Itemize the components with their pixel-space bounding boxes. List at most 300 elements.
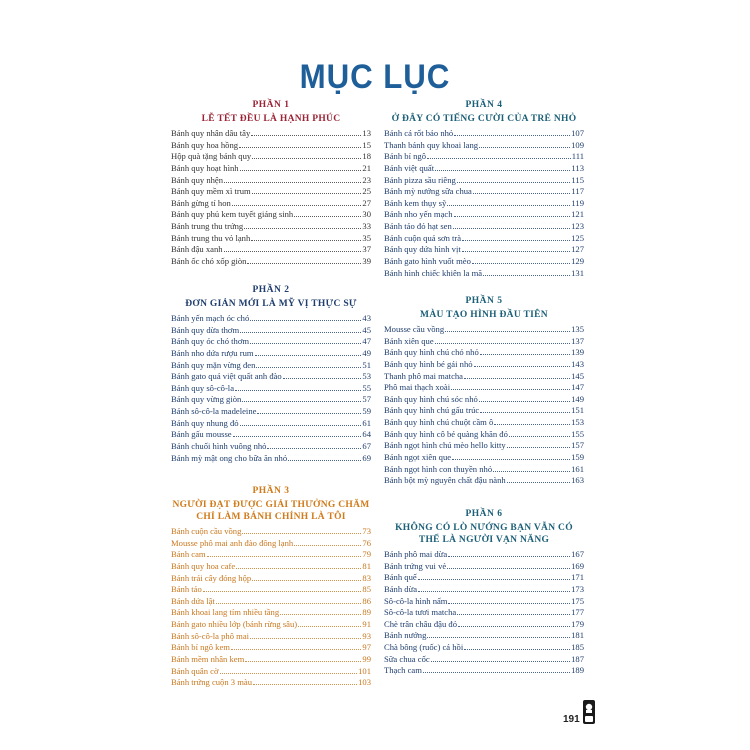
toc-entry: [171, 573, 371, 585]
toc-entry: [171, 221, 371, 233]
entry-page-number: 129: [571, 256, 584, 267]
section-part-3: [171, 486, 371, 689]
entry-page-number: 131: [571, 267, 584, 278]
entry-page-number: 79: [362, 549, 371, 560]
dot-leader: [453, 221, 570, 229]
entry-page-number: 57: [362, 394, 371, 405]
entry-page-number: 30: [362, 209, 371, 220]
dot-leader: [445, 324, 570, 332]
toc-entry: [171, 151, 371, 163]
dot-leader: [245, 654, 361, 662]
entry-page-number: 137: [571, 335, 584, 346]
toc-entry: [171, 526, 371, 538]
entry-page-number: 145: [571, 370, 584, 381]
section-title: KHÔNG CÓ LÒ NƯỚNG BẠN VẪN CÓ THỂ LÀ NGƯỜI VẠN NĂNG: [395, 523, 573, 545]
entry-title: Bánh cuộn cầu vồng: [171, 526, 242, 536]
toc-entry: [384, 464, 584, 476]
entry-page-number: 135: [571, 324, 584, 334]
toc-entry: [384, 359, 584, 371]
dot-leader: [454, 128, 570, 136]
entry-page-number: 83: [362, 572, 371, 583]
section-number: PHẦN 5: [465, 296, 503, 306]
entry-page-number: 49: [362, 347, 371, 358]
entry-page-number: 18: [362, 151, 371, 162]
entry-page-number: 151: [571, 405, 584, 416]
toc-entry: [384, 140, 584, 152]
section-title: NGƯỜI ĐẠT ĐƯỢC GIẢI THƯỞNG CHĂM CHỈ LÀM BÁNH CHÍNH LÀ TÔI: [172, 500, 370, 522]
entry-title: Bánh dừa: [384, 583, 418, 594]
toc-entry: [384, 151, 584, 163]
entry-title: Bánh quy hoa hồng: [171, 139, 239, 150]
dot-leader: [203, 584, 362, 592]
toc-entry: [171, 233, 371, 245]
dot-leader: [479, 394, 570, 402]
dot-leader: [288, 453, 361, 461]
dot-leader: [233, 429, 362, 437]
dot-leader: [207, 549, 362, 557]
entry-page-number: 25: [362, 186, 371, 197]
entry-title: Bánh ngọt xiên que: [384, 452, 452, 463]
toc-entry: [384, 654, 584, 666]
toc-entry: [384, 572, 584, 584]
entry-title: Thanh phô mai matcha: [384, 370, 463, 381]
entry-title: Bánh quy phủ kem tuyết giáng sinh: [171, 209, 294, 220]
entry-page-number: 67: [362, 441, 371, 452]
dot-leader: [235, 383, 361, 391]
entry-page-number: 115: [571, 174, 584, 185]
toc-entry: [384, 475, 584, 487]
entry-title: Bánh quy vừng giòn: [171, 394, 242, 405]
dot-leader: [473, 186, 571, 194]
dot-leader: [493, 464, 570, 472]
toc-entry: [384, 163, 584, 175]
entry-title: Thạch cam: [384, 665, 422, 676]
entry-title: Bánh sô-cô-la phô mai: [171, 630, 250, 641]
entry-page-number: 47: [362, 336, 371, 347]
entry-page-number: 125: [571, 232, 584, 243]
dot-leader: [457, 607, 570, 615]
dot-leader: [251, 128, 361, 136]
entry-title: Mousse phô mai anh đào đông lạnh: [171, 537, 294, 548]
dot-leader: [298, 619, 361, 627]
toc-entry: [171, 654, 371, 666]
entry-page-number: 89: [362, 607, 371, 618]
toc-entry: [384, 186, 584, 198]
entry-title: Bánh khoai lang tím nhiều tầng: [171, 607, 280, 618]
dot-leader: [250, 336, 361, 344]
entry-page-number: 81: [362, 560, 371, 571]
entry-page-number: 177: [571, 607, 584, 618]
entry-list: [384, 128, 584, 279]
dot-leader: [251, 233, 361, 241]
toc-entry: [384, 233, 584, 245]
dot-leader: [224, 244, 362, 252]
toc-entry: [384, 630, 584, 642]
entry-page-number: 55: [362, 382, 371, 393]
toc-entry: [171, 371, 371, 383]
toc-entry: [171, 313, 371, 325]
entry-title: Bánh quy óc chó thơm: [171, 336, 250, 347]
entry-page-number: 149: [571, 393, 584, 404]
toc-entry: [171, 642, 371, 654]
entry-title: Bánh kem thụy sỹ: [384, 197, 447, 208]
dot-leader: [480, 405, 570, 413]
entry-page-number: 27: [362, 197, 371, 208]
entry-title: Bánh táo: [171, 584, 202, 595]
entry-page-number: 113: [571, 162, 584, 173]
entry-title: Bánh ngọt hình con thuyền nhỏ: [384, 463, 493, 474]
entry-list: [171, 526, 371, 689]
entry-title: Bánh quy hình cô bé quàng khăn đỏ: [384, 428, 508, 439]
entry-page-number: 39: [362, 256, 371, 267]
toc-entry: [171, 619, 371, 631]
entry-page-number: 147: [571, 382, 584, 393]
section-title: LỄ TẾT ĐỀU LÀ HẠNH PHÚC: [201, 114, 341, 124]
section-part-6: [384, 509, 584, 677]
entry-page-number: 37: [362, 244, 371, 255]
entry-page-number: 93: [362, 630, 371, 641]
dot-leader: [294, 538, 361, 546]
toc-entry: [171, 394, 371, 406]
toc-entry: [384, 382, 584, 394]
entry-page-number: 107: [571, 128, 584, 138]
toc-entry: [171, 666, 371, 678]
section-part-2: [171, 285, 371, 464]
entry-list: [171, 313, 371, 464]
toc-entry: [171, 549, 371, 561]
toc-entry: [384, 607, 584, 619]
entry-page-number: 33: [362, 221, 371, 232]
entry-page-number: 121: [571, 209, 584, 220]
toc-entry: [171, 631, 371, 643]
toc-entry: [171, 256, 371, 268]
toc-entry: [384, 256, 584, 268]
dot-leader: [451, 382, 570, 390]
entry-page-number: 51: [362, 359, 371, 370]
toc-entry: [384, 198, 584, 210]
entry-page-number: 64: [362, 429, 371, 440]
entry-title: Bánh cá rốt bảo nhỏ: [384, 128, 454, 138]
dot-leader: [507, 475, 570, 483]
entry-page-number: 163: [571, 475, 584, 486]
dot-leader: [494, 417, 570, 425]
entry-title: Bánh ngọt hình chú mèo hello kitty: [384, 440, 506, 451]
toc-entry: [384, 324, 584, 336]
toc-entry: [384, 440, 584, 452]
entry-page-number: 181: [571, 630, 584, 641]
toc-entry: [171, 584, 371, 596]
entry-title: Bánh đậu xanh: [171, 244, 223, 255]
entry-list: [384, 324, 584, 487]
toc-entry: [384, 128, 584, 140]
toc-entry: [171, 429, 371, 441]
toc-entry: [171, 244, 371, 256]
dot-leader: [457, 175, 571, 183]
dot-leader: [431, 654, 570, 662]
entry-page-number: 61: [362, 417, 371, 428]
entry-title: Bánh quy dừa thơm: [171, 324, 240, 335]
entry-title: Bánh nho yến mạch: [384, 209, 453, 220]
entry-page-number: 143: [571, 358, 584, 369]
dot-leader: [464, 371, 570, 379]
dot-leader: [423, 665, 570, 673]
entry-page-number: 85: [362, 584, 371, 595]
dot-leader: [242, 394, 361, 402]
dot-leader: [435, 336, 570, 344]
dot-leader: [452, 452, 570, 460]
entry-title: Bánh quy mặn vừng đen: [171, 359, 256, 370]
toc-entry: [171, 325, 371, 337]
toc-entry: [171, 596, 371, 608]
entry-page-number: 117: [571, 186, 584, 197]
entry-page-number: 167: [571, 549, 584, 559]
entry-title: Bánh trung thu trứng: [171, 221, 244, 232]
entry-title: Bánh gato quả việt quất anh đào: [171, 371, 282, 382]
section-number: PHẦN 2: [252, 285, 290, 295]
entry-page-number: 171: [571, 572, 584, 583]
dot-leader: [462, 244, 570, 252]
section-number: PHẦN 6: [465, 509, 503, 519]
toc-entry: [384, 619, 584, 631]
entry-page-number: 69: [362, 452, 371, 463]
entry-page-number: 101: [358, 665, 371, 676]
section-part-4: [384, 100, 584, 279]
toc-entry: [171, 418, 371, 430]
entry-title: Bánh bí ngô kem: [171, 642, 230, 653]
entry-page-number: 175: [571, 595, 584, 606]
entry-title: Bánh cuộn quả sơn trà: [384, 232, 462, 243]
dot-leader: [458, 619, 570, 627]
toc-entry: [171, 538, 371, 550]
dot-leader: [483, 268, 570, 276]
toc-entry: [384, 405, 584, 417]
dot-leader: [240, 163, 362, 171]
entry-title: Bánh trứng cuộn 3 màu: [171, 677, 253, 688]
dot-leader: [448, 549, 570, 557]
dot-leader: [236, 561, 361, 569]
entry-title: Sô-cô-la tươi matcha: [384, 607, 457, 618]
entry-title: Bánh quy mềm xì trum: [171, 186, 251, 197]
dot-leader: [283, 371, 362, 379]
entry-page-number: 161: [571, 463, 584, 474]
entry-title: Bánh quy hoa cafe: [171, 560, 236, 571]
entry-page-number: 159: [571, 452, 584, 463]
toc-entry: [171, 607, 371, 619]
toc-entry: [171, 186, 371, 198]
section-title: MÀU TẠO HÌNH ĐẦU TIÊN: [420, 310, 548, 320]
entry-title: Sô-cô-la hình nấm: [384, 595, 448, 606]
entry-page-number: 123: [571, 221, 584, 232]
entry-page-number: 187: [571, 653, 584, 664]
dot-leader: [216, 596, 362, 604]
toc-entry: [384, 596, 584, 608]
dot-leader: [435, 163, 570, 171]
dot-leader: [252, 573, 361, 581]
entry-page-number: 185: [571, 642, 584, 653]
entry-title: Bánh quy hoạt hình: [171, 162, 239, 173]
dot-leader: [447, 198, 570, 206]
toc-entry: [171, 406, 371, 418]
dot-leader: [267, 441, 361, 449]
entry-title: Bánh trái cây đóng hộp: [171, 572, 252, 583]
dot-leader: [479, 140, 570, 148]
toc-entry: [384, 209, 584, 221]
entry-title: Bánh táo đỏ hạt sen: [384, 221, 452, 232]
entry-title: Bánh quy hình chú sóc nhỏ: [384, 393, 478, 404]
toc-entry: [171, 336, 371, 348]
entry-title: Bánh quế: [384, 572, 417, 583]
entry-page-number: 59: [362, 406, 371, 417]
dot-leader: [454, 209, 571, 217]
dot-leader: [462, 233, 570, 241]
toc-entry: [384, 417, 584, 429]
toc-entry: [171, 561, 371, 573]
entry-title: Bánh yến mạch óc chó: [171, 313, 250, 323]
entry-title: Bánh việt quất: [384, 162, 435, 173]
entry-title: Bánh quy nhện: [171, 174, 224, 185]
toc-entry: [384, 336, 584, 348]
toc-entry: [384, 584, 584, 596]
entry-title: Hộp quà tặng bánh quy: [171, 151, 252, 162]
entry-title: Bánh bí ngô: [384, 151, 427, 162]
dot-leader: [255, 348, 362, 356]
toc-entry: [171, 453, 371, 465]
dot-leader: [231, 642, 361, 650]
dot-leader: [480, 347, 570, 355]
entry-title: Chè trân châu đậu đỏ: [384, 618, 458, 629]
section-number: PHẦN 1: [252, 100, 290, 110]
entry-title: Bánh quy dứa hình vịt: [384, 244, 461, 255]
entry-title: Bánh gấu mousse: [171, 429, 232, 440]
dot-leader: [220, 666, 358, 674]
dot-leader: [427, 151, 571, 159]
dot-leader: [256, 360, 361, 368]
entry-title: Bánh quy hình bé gái nhỏ: [384, 358, 473, 369]
entry-title: Bánh sô-cô-la madeleine: [171, 406, 257, 417]
entry-page-number: 127: [571, 244, 584, 255]
entry-title: Bánh nướng: [384, 630, 427, 641]
entry-page-number: 86: [362, 595, 371, 606]
entry-title: Thanh bánh quy khoai lang: [384, 139, 479, 150]
dot-leader: [280, 607, 361, 615]
entry-title: Bánh trung thu vỏ lạnh: [171, 232, 251, 243]
entry-title: Bánh cam: [171, 549, 206, 560]
toc-entry: [384, 665, 584, 677]
entry-title: Bánh xiên que: [384, 335, 434, 346]
entry-page-number: 35: [362, 232, 371, 243]
entry-page-number: 43: [362, 313, 371, 323]
dot-leader: [224, 175, 361, 183]
entry-page-number: 155: [571, 428, 584, 439]
entry-page-number: 21: [362, 162, 371, 173]
entry-title: Bánh quân cờ: [171, 665, 219, 676]
entry-page-number: 119: [571, 197, 584, 208]
dot-leader: [427, 630, 570, 638]
entry-page-number: 157: [571, 440, 584, 451]
dot-leader: [294, 209, 361, 217]
dot-leader: [447, 561, 570, 569]
entry-page-number: 189: [571, 665, 584, 676]
entry-title: Bánh quy nhân dâu tây: [171, 128, 251, 138]
toc-entry: [384, 452, 584, 464]
entry-page-number: 109: [571, 139, 584, 150]
dot-leader: [247, 256, 361, 264]
entry-page-number: 179: [571, 618, 584, 629]
toc-entry: [171, 198, 371, 210]
entry-list: [384, 549, 584, 677]
entry-title: Bánh phô mai dừa: [384, 549, 448, 559]
toc-entry: [384, 175, 584, 187]
entry-title: Bánh quy hình chú gấu trúc: [384, 405, 480, 416]
entry-title: Bánh quy hình chú chuột cầm ô: [384, 417, 494, 428]
chef-hat-icon: [582, 699, 596, 725]
section-part-1: [171, 100, 371, 268]
dot-leader: [239, 140, 361, 148]
section-part-5: [384, 296, 584, 487]
entry-title: Bánh mỳ nướng sữa chua: [384, 186, 472, 197]
toc-entry: [171, 677, 371, 689]
section-title: ĐƠN GIẢN MỚI LÀ MỸ VỊ THỰC SỰ: [185, 299, 357, 309]
dot-leader: [464, 642, 570, 650]
toc-entry: [384, 642, 584, 654]
page-title: MỤC LỤC: [299, 58, 451, 96]
entry-page-number: 97: [362, 642, 371, 653]
dot-leader: [418, 572, 570, 580]
page-number: 191: [563, 714, 580, 725]
entry-page-number: 45: [362, 324, 371, 335]
entry-title: Bánh quy nhung đỏ: [171, 417, 239, 428]
entry-page-number: 76: [362, 537, 371, 548]
toc-entry: [384, 347, 584, 359]
entry-page-number: 139: [571, 347, 584, 358]
entry-page-number: 53: [362, 371, 371, 382]
dot-leader: [472, 256, 570, 264]
dot-leader: [257, 406, 361, 414]
toc-entry: [384, 244, 584, 256]
section-number: PHẦN 4: [465, 100, 503, 110]
entry-title: Bánh gato nhiều lớp (bánh rừng sâu): [171, 619, 298, 630]
section-number: PHẦN 3: [252, 486, 290, 496]
entry-title: Bánh hình chiếc khiên la mã: [384, 267, 483, 278]
entry-page-number: 13: [362, 128, 371, 138]
toc-entry: [384, 561, 584, 573]
toc-entry: [384, 371, 584, 383]
entry-page-number: 103: [358, 677, 371, 688]
entry-page-number: 91: [362, 619, 371, 630]
entry-title: Bánh trứng vui vẻ: [384, 560, 447, 571]
toc-entry: [384, 221, 584, 233]
toc-entry: [171, 441, 371, 453]
toc-entry: [171, 348, 371, 360]
entry-title: Bánh ốc chó xốp giòn: [171, 256, 247, 267]
entry-title: Bánh mỳ mật ong cho bữa ăn nhỏ: [171, 452, 288, 463]
dot-leader: [507, 440, 570, 448]
dot-leader: [240, 418, 362, 426]
dot-leader: [232, 198, 362, 206]
toc-entry: [171, 383, 371, 395]
entry-title: Bánh gato hình vuốt mèo: [384, 256, 471, 267]
toc-entry: [171, 209, 371, 221]
entry-page-number: 169: [571, 560, 584, 571]
entry-title: Mousse cầu vồng: [384, 324, 445, 334]
dot-leader: [242, 526, 361, 534]
toc-entry: [171, 140, 371, 152]
entry-page-number: 99: [362, 654, 371, 665]
dot-leader: [250, 631, 361, 639]
toc-entry: [171, 360, 371, 372]
dot-leader: [509, 429, 570, 437]
dot-leader: [252, 151, 361, 159]
